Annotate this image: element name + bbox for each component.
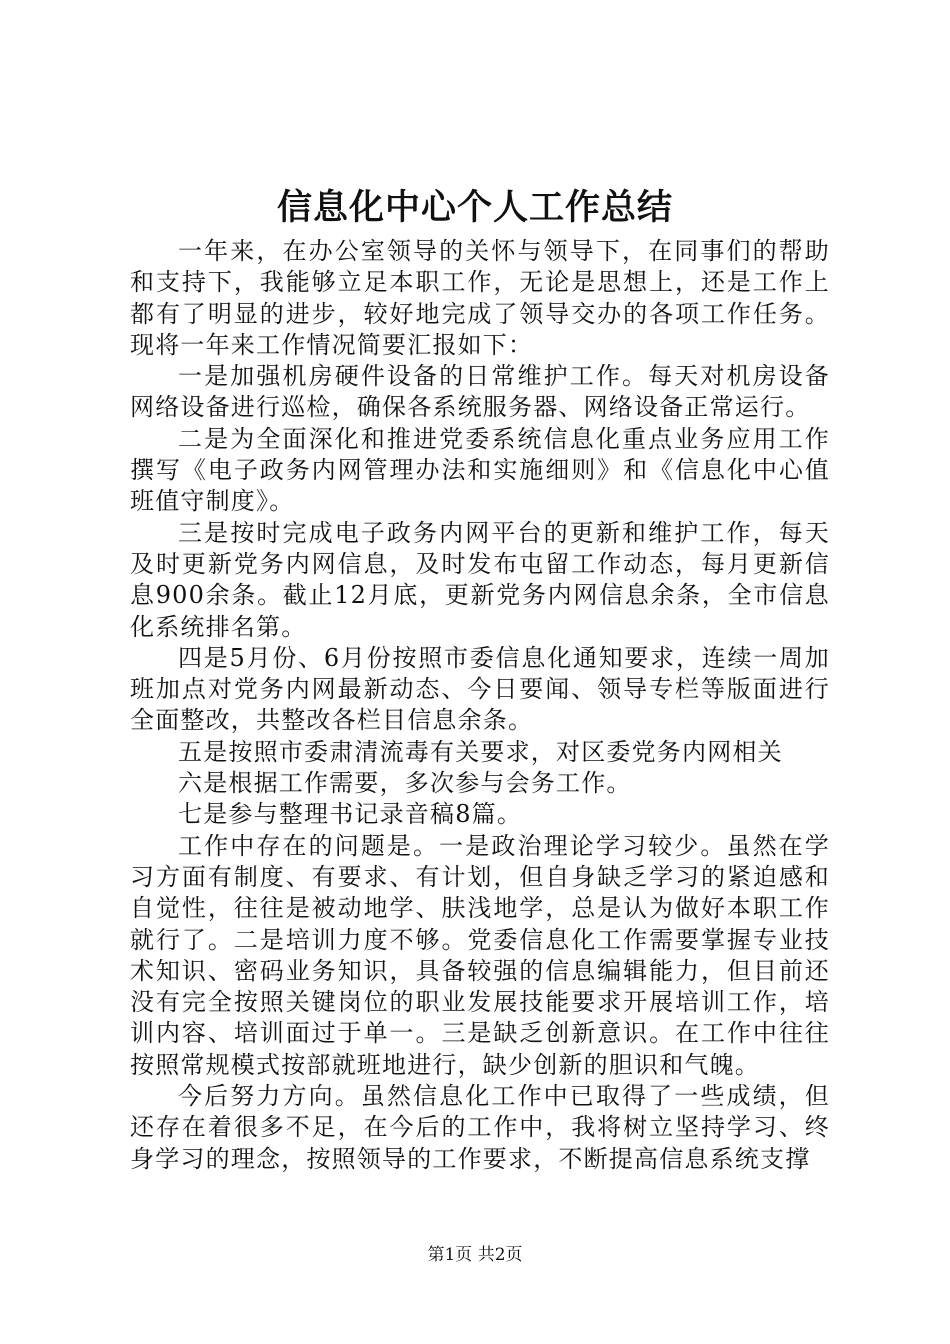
document-title: 信息化中心个人工作总结 [276, 187, 673, 228]
page-number-footer: 第1页 共2页 [427, 1245, 523, 1265]
paragraph-item-1: 一是加强机房硬件设备的日常维护工作。每天对机房设备网络设备进行巡检，确保各系统服务器、网络设备正常运行。 [130, 362, 830, 422]
paragraph-item-2: 二是为全面深化和推进党委系统信息化重点业务应用工作撰写《电子政务内网管理办法和实施细则》和《信息化中心值班值守制度》。 [130, 424, 830, 516]
paragraph-intro: 一年来，在办公室领导的关怀与领导下，在同事们的帮助和支持下，我能够立足本职工作，无论是思想上，还是工作上都有了明显的进步，较好地完成了领导交办的各项工作任务。现将一年来工作情况简要汇报如下： [130, 237, 830, 359]
paragraph-item-3: 三是按时完成电子政务内网平台的更新和维护工作，每天及时更新党务内网信息，及时发布屯留工作动态，每月更新信息900余条。截止12月底，更新党务内网信息余条，全市信息化系统排名第。 [130, 518, 830, 641]
paragraph-future: 今后努力方向。虽然信息化工作中已取得了一些成绩，但还存在着很多不足，在今后的工作中，我将树立坚持学习、终身学习的理念，按照领导的工作要求，不断提高信息系统支撑 [130, 1082, 830, 1173]
paragraph-item-4: 四是5月份、6月份按照市委信息化通知要求，连续一周加班加点对党务内网最新动态、今日要闻、领导专栏等版面进行全面整改，共整改各栏目信息余条。 [130, 643, 830, 735]
paragraph-item-7: 七是参与整理书记录音稿8篇。 [178, 800, 523, 829]
document-body [130, 236, 830, 1175]
paragraph-item-6: 六是根据工作需要，多次参与会务工作。 [178, 769, 632, 798]
paragraph-item-5: 五是按照市委肃清流毒有关要求，对区委党务内网相关 [178, 737, 783, 766]
paragraph-problems: 工作中存在的问题是。一是政治理论学习较少。虽然在学习方面有制度、有要求、有计划，但自身缺乏学习的紧迫感和自觉性，往往是被动地学、肤浅地学，总是认为做好本职工作就行了。二是培训力度不够。党委信息化工作需要掌握专业技术知识、密码业务知识，具备较强的信息编辑能力，但目前还没有完全按照关键岗位的职业发展技能要求开展培训工作，培训内容、培训面过于单一。三是缺乏创新意识。在工作中往往按照常规模式按部就班地进行，缺少创新的胆识和气魄。 [130, 831, 830, 1079]
